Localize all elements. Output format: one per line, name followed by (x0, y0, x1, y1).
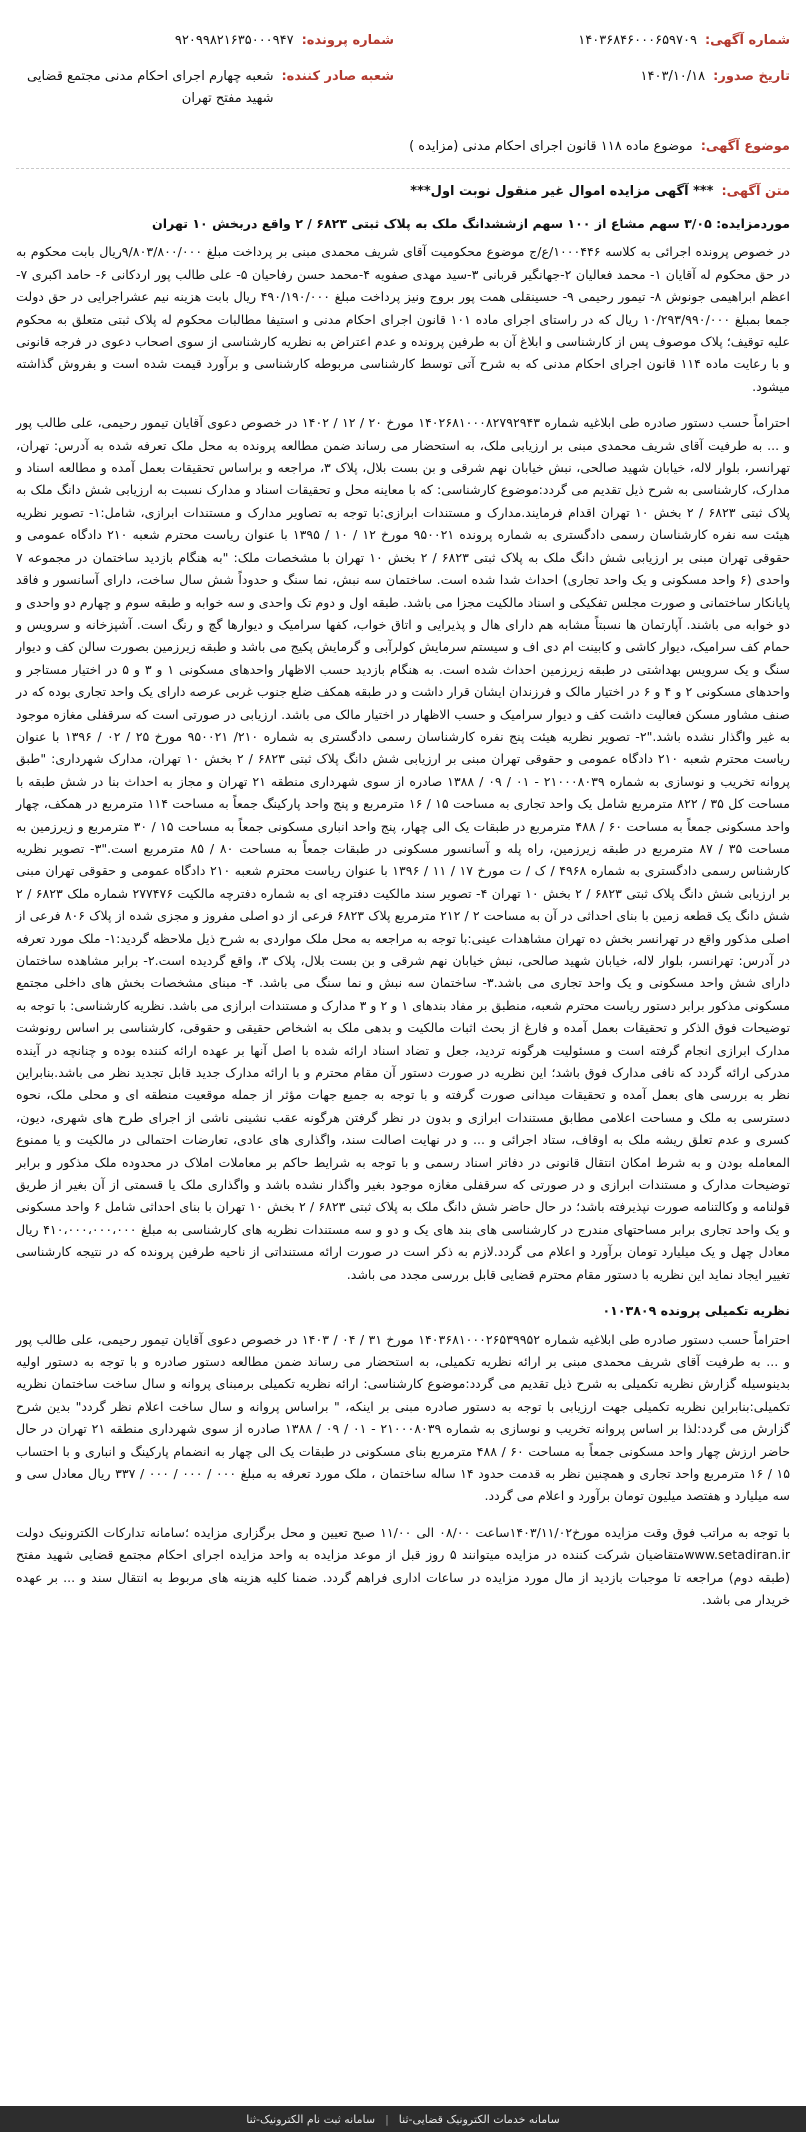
section-divider (16, 168, 790, 169)
text-label: متن آگهی: (721, 184, 790, 199)
closing-paragraph: با توجه به مراتب فوق وقت مزایده مورخ۱۴۰۳/۱۱/۰۲ساعت ۰۸/۰۰ الی ۱۱/۰۰ صبح تعیین و محل برگزاری مزایده ؛سامانه تدارکات الکترونیک دولت www.setadiran.irمتقاضیان شرکت کننده در مزایده میتوانند ۵ روز قبل از موعد مزایده به واحد مزایده اجرای احکام مجتمع قضایی شهید مفتح (طبقه دوم) مراجعه تا موجبات بازدید از مال مورد مزایده در ساعات اداری فراهم گردد. ضمنا کلیه هزینه های مربوط به انتقال سند و ... بر عهده خریدار می باشد. (16, 1524, 791, 1607)
case-number-value: ۹۲۰۹۹۸۲۱۶۳۵۰۰۰۹۴۷ (174, 33, 294, 48)
case-summary-paragraph: در خصوص پرونده اجرائی به کلاسه ۱۰۰۰۴۴۶/ع/ج موضوع محکومیت آقای شریف محمدی مبنی بر پرداخت مبلغ ۹/۸۰۳/۸۰۰/۰۰۰ریال بابت محکوم به در حق محکوم له آقایان ۱- محمد فعالیان ۲-جهانگیر قربانی ۳-سید مهدی صفویه ۴-محمد حسن رفاحیان ۵- علی طالب پور اردکانی ۶- حامد اکبری ۷- اعظم ابراهیمی جونوش ۸- تیمور رحیمی ۹- حسینقلی همت پور بروج ونیز پرداخت مبلغ ۴۹۰/۱۹۰/۰۰۰ ریال بابت هزینه نیم عشراجرایی در حق دولت جمعا بمبلغ ۱۰/۲۹۳/۹۹۰/۰۰۰ ریال که در راستای اجرای ماده ۱۰۱ قانون اجرای احکام مدنی و استیفا مطالبات محکوم له پلاک ثبتی متعلق به محکوم علیه توقیف؛ پلاک موصوف پس از کارشناسی و ابلاغ آن به طرفین پرونده و عدم اعتراض به نظریه کارشناسی از سوی اصحاب دعوی در فرجه قانونی و با رعایت ماده ۱۱۴ قانون اجرای احکام مدنی که به شرح آتی توسط کارشناسی مربوطه کارشناسی و برآورد قیمت شده است و بفروش گذاشته میشود. (16, 244, 791, 394)
footer-separator: | (385, 2112, 389, 2126)
page-footer (0, 2106, 806, 2132)
ad-number-label: شماره آگهی: (704, 33, 790, 48)
auction-item-paragraph: موردمزایده: ۳/۰۵ سهم مشاع از ۱۰۰ سهم ازششدانگ ملک به پلاک ثبتی ۶۸۲۳ / ۲ واقع دربخش ۱۰ تهران (152, 216, 790, 231)
notice-subject (16, 136, 790, 158)
issuing-branch-field (16, 66, 394, 110)
case-number-label: شماره پرونده: (301, 33, 394, 48)
issue-date-field (412, 66, 790, 110)
issuing-branch-label: شعبه صادر کننده: (281, 69, 394, 84)
issuing-branch-value: شعبه چهارم اجرای احکام مدنی مجتمع قضایی شهید مفتح تهران (27, 69, 274, 106)
subject-label: موضوع آگهی: (700, 139, 790, 154)
notice-body (16, 213, 790, 1611)
notice-meta (16, 30, 790, 110)
issue-date-value: ۱۴۰۳/۱۰/۱۸ (640, 69, 706, 84)
ad-number-value: ۱۴۰۳۶۸۴۶۰۰۰۶۵۹۷۰۹ (578, 33, 697, 48)
issue-date-label: تاریخ صدور: (713, 69, 790, 84)
case-number-field (16, 30, 394, 52)
subject-value: موضوع ماده ۱۱۸ قانون اجرای احکام مدنی (مزایده ) (409, 139, 693, 154)
supplementary-heading: نظریه تکمیلی پرونده ۰۱۰۳۸۰۹ (602, 1303, 790, 1319)
footer-link-sana-registration[interactable]: سامانه ثبت نام الکترونیک-ثنا (246, 2112, 376, 2126)
notice-text-heading (16, 181, 790, 203)
supplementary-paragraph: احتراماً حسب دستور صادره طی ابلاغیه شماره ۱۴۰۳۶۸۱۰۰۰۲۶۵۳۹۹۵۲ مورخ ۳۱ / ۰۴ / ۱۴۰۳ در خصوص دعوی آقایان تیمور رحیمی، علی طالب پور و ... به طرفیت آقای شریف محمدی مبنی بر ارائه نظریه تکمیلی، به استحضار می رساند ضمن مطالعه دستور صادره و با توجه به دستور اولیه بدینوسیله گزارش نظریه تکمیلی به شرح ذیل تقدیم می گردد:موضوع کارشناسی: ارائه نظریه تکمیلی برمبنای پروانه و سال ساخت ساختمان نظریه تکمیلی:بنابراین نظریه تکمیلی جهت ارزیابی با توجه به دستور صادره مبنی بر اینکه، " براساس پروانه و سال ساخت اعلام نظر گردد" بدین شرح گزارش می گردد:لذا بر اساس پروانه تخریب و نوسازی به شماره ۲۱۰۰۰۸۰۳۹ - ۰۱ / ۰۹ / ۱۳۸۸ صادره از سوی شهرداری منطقه ۲۱ تهران در حال حاضر ارزش چهار واحد مسکونی جمعاً به مساحت ۶۰ / ۴۸۸ مترمربع بنای مسکونی در طبقات یک الی چهار به انضمام پارکینگ و انباری و با احتساب ۱۵ / ۱۶ مترمربع واحد تجاری و همچنین نظر به قدمت حدود ۱۴ ساله ساختمان ، ملک مورد تعرفه به مبلغ ۰۰۰ / ۰۰۰ / ۰۰۰ / ۳۳۷ ریال معادل سی و سه میلیارد و هفتصد میلیون تومان برآورد و اعلام می گردد. (16, 1331, 791, 1504)
ad-number-field (412, 30, 790, 52)
notice-title: *** آگهی مزایده اموال غیر منقول نوبت اول*** (410, 184, 714, 199)
footer-link-sana-services[interactable]: سامانه خدمات الکترونیک قضایی-ثنا (398, 2112, 560, 2126)
expert-report-paragraph: احتراماً حسب دستور صادره طی ابلاغیه شماره ۱۴۰۲۶۸۱۰۰۰۸۲۷۹۲۹۴۳ مورخ ۲۰ / ۱۲ / ۱۴۰۲ در خصوص دعوی آقایان تیمور رحیمی، علی طالب پور و ... به طرفیت آقای شریف محمدی مبنی بر ارزیابی ملک، به استحضار می رساند ضمن مطالعه پرونده به محل ملک تعرفه شده به آدرس: تهران، تهرانسر، بلوار لاله، خیابان شهید صالحی، نبش خیابان نهم شرقی و بن بست بلال، پلاک ۳، مراجعه و براساس تحقیقات بعمل آمده و مطالعه اسناد و مدارک، کارشناسی به شرح ذیل تقدیم می گردد:موضوع کارشناسی: که با معاینه محل و تحقیقات اسناد و مدارک نسبت به ارزیابی شش دانگ ملک به پلاک ثبتی ۶۸۲۳ / ۲ بخش ۱۰ تهران اقدام فرمایند.مدارک و مستندات ابرازی:با توجه به تصاویر مدارک و مستندات ابرازی، شامل:۱- تصویر نظریه هیئت سه نفره کارشناسان رسمی دادگستری به شماره پرونده ۹۵۰۰۲۱ مورخ ۱۲ / ۱۰ / ۱۳۹۵ با عنوان ریاست محترم شعبه ۲۱۰ دادگاه عمومی و حقوقی تهران مبنی بر ارزیابی شش دانگ ملک به پلاک ثبتی ۶۸۲۳ / ۲ بخش ۱۰ تهران با مشخصات ملک: "به هنگام بازدید ساختمان در مجموعه ۷ واحدی (۶ واحد مسکونی و یک واحد تجاری) احداث شدا شده است. ساختمان سه نبش، نما سنگ و حدوداً شش سال ساخت، دارای آسانسور و فاقد پایانکار ساختمانی و صورت مجلس تفکیکی و اسناد مالکیت مجزا می باشد. طبقه اول و دوم تک واحدی و سه خوابه و طبقه سوم و چهارم دو واحدی و دو خوابه می باشند. آپارتمان ها نسبتاً مشابه هم دارای هال و پذیرایی و اتاق خواب، کفها سرامیک و دیوارها گچ و رنگ است. آشپزخانه و سرویس و حمام کف سرامیک، دیوار کاشی و کابینت ام دی اف و سیستم سرمایش کولرآبی و گرمایش پکیج می باشد و طبقه زیرزمین بصورت سالن کف و دیوار سنگ و یک سرویس بهداشتی در طبقه زیرزمین احداث شده است. به هنگام بازدید حسب الاظهار واحدهای مسکونی ۱ و ۳ و ۵ در اختیار مستاجر و واحدهای مسکونی ۲ و ۴ و ۶ در اختیار مالک و فرزندان ایشان قرار داشت و در طبقه همکف ضلع جنوب غربی عرصه دارای یک واحد تجاری بوده که در صنف مشاور مسکن فعالیت داشت کف و دیوار سرامیک و حسب الاظهار در اختیار مالک می باشد. ارزیابی در صورتی است که سرقفلی مغازه موجود به غیر واگذار نشده باشد."۲- تصویر نظریه هیئت پنج نفره کارشناسان رسمی دادگستری به شماره ۲۱۰/ ۹۵۰۰۲۱ مورخ ۲۵ / ۰۲ / ۱۳۹۶ با عنوان ریاست محترم شعبه ۲۱۰ دادگاه عمومی و حقوقی تهران مبنی بر ارزیابی شش دانگ پلاک ثبتی ۶۸۲۳ / ۲ بخش ۱۰ تهران، مدارک شهرداری: "طبق پروانه تخریب و نوسازی به شماره ۲۱۰۰۰۸۰۳۹ - ۰۱ / ۰۹ / ۱۳۸۸ صادره از سوی شهرداری منطقه ۲۱ تهران و مجاز به احداث بنا در شش طبقه با مساحت کل ۳۵ / ۸۲۲ مترمربع شامل یک واحد تجاری به مساحت ۱۵ / ۱۶ مترمربع و پنج واحد پارکینگ جمعاً به مساحت ۱۱۴ مترمربع در همکف، چهار واحد مسکونی جمعاً به مساحت ۶۰ / ۴۸۸ مترمربع در طبقات یک الی چهار، پنج واحد انباری مسکونی جمعاً به مساحت ۱۵ / ۳۰ مترمربع و زیرزمین به مساحت ۳۵ / ۸۷ مترمربع در طبقه زیرزمین، راه پله و آسانسور مسکونی در طبقات جمعاً به مساحت ۸۰ / ۸۵ مترمربع است."۳- تصویر نظریه کارشناس رسمی دادگستری به شماره ۴۹۶۸ / ک / ت مورخ ۱۷ / ۱۱ / ۱۳۹۶ با عنوان ریاست محترم شعبه ۲۱۰ دادگاه عمومی و حقوقی تهران مبنی بر ارزیابی شش دانگ پلاک ثبتی ۶۸۲۳ / ۲ بخش ۱۰ تهران ۴- تصویر سند مالکیت دفترچه ای به شماره دفترچه مالکیت ۲۷۷۴۷۶ شماره ملک ۶۸۲۳ / ۲ شش دانگ یک قطعه زمین با بنای احداثی در آن به مساحت ۲ / ۲۱۲ مترمربع پلاک ۶۸۲۳ فرعی از دو اصلی مفروز و مجزی شده از پلاک ۸۰۶ فرعی از اصلی مذکور واقع در تهرانسر بخش ده تهران مشاهدات عینی:با توجه به مراجعه به محل ملک مواردی به شرح ذیل ملاحظه گردید:۱- ملک مورد تعرفه در آدرس: تهرانسر، بلوار لاله، خیابان شهید صالحی، نبش خیابان نهم شرقی و بن بست بلال، پلاک ۳، واقع گردیده است.۲- برابر مشاهده ساختمان دارای شش واحد مسکونی و یک واحد تجاری می باشد.۳- ساختمان سه نبش و نما سنگ می باشد. ۴- مبنای مشخصات بخش های داخلی مجتمع مسکونی مذکور برابر دستور ریاست محترم شعبه، منطبق بر مفاد بندهای ۱ و ۲ و ۳ مدارک و مستندات ابرازی می باشد. نظریه کارشناسی: با توجه به توضیحات فوق الذکر و تحقیقات بعمل آمده و فارغ از بحث اثبات مالکیت و بدهی ملک به اشخاص حقیقی و حقوقی، کارشناسی بر اساس رونوشت مدارک ابرازی انجام گرفته است و مسئولیت هرگونه تردید، جعل و تضاد اسناد ارائه شده با اصل آنها بر عهده ارائه کننده بوده و چنانچه در آینده مدرکی ارائه گردد که نافی مدارک فوق باشد؛ این نظریه در صورت دستور آن مقام محترم و با ارائه مدارک جدید قابل تجدید نظر می باشد.بنابراین نظر به بررسی های بعمل آمده و تحقیقات میدانی صورت گرفته و با توجه به جمیع جهات مؤثر از جمله موقعیت منطقه ای و محلی ملک، نحوه دسترسی به ملک و مساحت اعلامی مطابق مستندات ابرازی و بدون در نظر گرفتن هرگونه عقب نشینی ناشی از اجرای طرح های شهری، دیون، کسری و عدم تعلق ریشه ملک به اوقاف، ستاد اجرائی و ... و در نهایت اصالت سند، واگذاری های عادی، تعارضات احتمالی در مالکیت و یا ممنوع المعامله بودن و به شرط امکان انتقال قانونی در دفاتر اسناد رسمی و با توجه به شرایط حاکم بر معاملات املاک در محدوده ملک مذکور و برابر توضیحات مدارک و مستندات ابرازی و در صورتی که سرقفلی مغازه موجود بغیر واگذار نشده باشد و واگذاری ملک یا قسمتی از آن بغیر از طریق قولنامه و وکالتنامه صورت نپذیرفته باشد؛ در حال حاضر شش دانگ ملک به پلاک ثبتی ۶۸۲۳ / ۲ بخش ۱۰ تهران با بنای احداثی شامل ۶ واحد مسکونی و یک واحد تجاری برابر مساحتهای مندرج در کارشناسی های بند های یک و دو و سه مستندات نظریه های کارشناسی به مبلغ ۴۱۰،۰۰۰،۰۰۰،۰۰۰ ریال معادل چهل و یک میلیارد تومان برآورد و اعلام می گردد.لازم به ذکر است در صورت ارائه مستنداتی از ناحیه طرفین پرونده که در نتیجه کارشناسی تغییر ایجاد نماید این نظریه با دستور مقام محترم قضایی قابل بررسی مجدد می باشد. (16, 415, 791, 1282)
